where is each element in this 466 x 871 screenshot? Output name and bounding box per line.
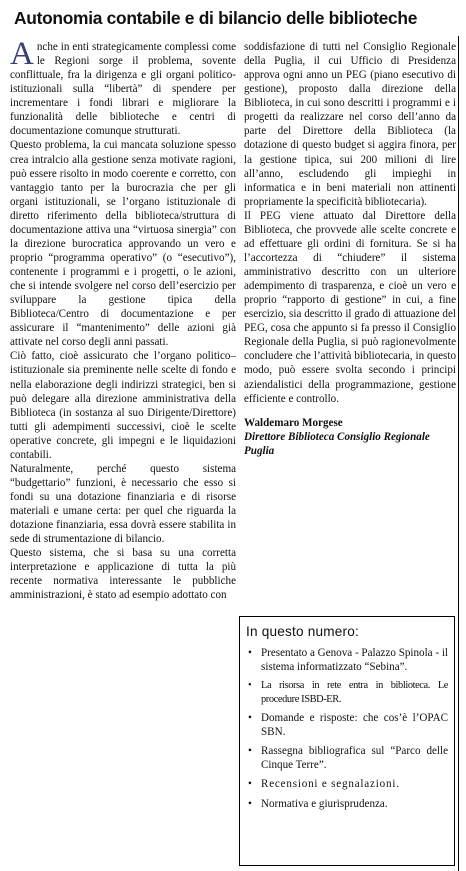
contents-item [246,777,448,791]
contents-item-text: La risorsa in rete entra in biblioteca. Le procedure ISBD-ER. [261,680,448,705]
contents-item [246,744,448,772]
article-paragraph: Questo problema, la cui mancata soluzione spesso crea intralcio alla gestione senza motivate ragioni, può essere risolto in modo coerente e corretto, con vantaggio tanto per la burocrazia che per gli organi istituzionali, se l’organo istituzionale di diretto riferimento della biblioteca/struttura di documentazione attiva una “virtuosa sinergia” con la direzione burocratica approvando un vero e proprio “programma operativo” (o “esecutivo”), contenente i programmi e i progetti, o le azioni, che si intende svolgere nel corso dell’esercizio per sviluppare la gestione tipica della Biblioteca/Centro di documentazione e per assicurare il “mantenimento” delle azioni già attivate nel corso degli anni passati. [10,139,236,349]
article-paragraph [10,40,236,138]
bullet-icon: • [248,712,252,725]
in-this-issue-title: In questo numero: [246,624,359,639]
contents-item [246,679,448,706]
article-title: Autonomia contabile e di bilancio delle biblioteche [14,8,418,28]
bullet-icon: • [248,680,252,692]
contents-item-text: Domande e risposte: che cos’è l’OPAC SBN. [261,712,448,739]
in-this-issue-box [239,616,455,866]
bullet-icon: • [248,647,252,660]
contents-list [246,646,448,811]
author-name: Waldemaro Morgese [244,416,343,429]
contents-item-text: Presentato a Genova - Palazzo Spinola - il sistema informatizzato “Sebina”. [261,647,448,674]
paragraph-text: nche in enti strategicamente complessi come le Regioni sorge il problema, sovente conflittuale, fra la dirigenza e gli organi politico-istituzionali sulla “libertà” di spendere per incrementare i fondi librari e migliorare la funzionalità delle biblioteche e centri di documentazione comunque strutturati. [10,41,236,138]
contents-item-text: Normativa e giurisprudenza. [261,797,388,810]
article-paragraph: Questo sistema, che si basa su una corretta interpretazione e applicazione di tutta la più recente normativa interessante le pubbliche amministrazioni, è stato ad esempio adottato con [10,547,236,602]
article-paragraph: Il PEG viene attuato dal Direttore della Biblioteca, che provvede alle scelte concrete e ad effettuare gli ordini di fornitura. Se si ha l’accortezza di “chiudere” il sistema amministrativo descritto con un ulteriore adempimento di trasparenza, e cioè un vero e proprio “rapporto di gestione” in cui, a fine esercizio, sia descritto il grado di attuazione del PEG, cosa che appunto si fa presso il Consiglio Regionale della Puglia, si può ragionevolmente concludere che l’attività bibliotecaria, in questo modo, può essere svolta secondo i principi aziendalistici della programmazione, gestione efficiente e controllo. [244,209,456,405]
contents-item-text: Recensioni e segnalazioni. [261,778,400,791]
contents-item [246,797,448,811]
bullet-icon: • [248,797,252,810]
author-role: Direttore Biblioteca Consiglio Regionale Puglia [244,430,430,457]
article-column-left [10,40,236,868]
article-paragraph: Naturalmente, perché questo sistema “budgettario” funzioni, è necessario che esso si fondi su una dotazione finanziaria e di risorse materiali e umane certa: per quel che riguarda la dotazione finanziaria, essa dovrà essere stabilita in sede di strumentazione di bilancio. [10,462,236,546]
article-paragraph: soddisfazione di tutti nel Consiglio Regionale della Puglia, il cui Ufficio di Presidenza approva ogni anno un PEG (piano esecutivo di gestione), proposto dalla direzione della Biblioteca, in cui sono descritti i programmi e i progetti da realizzare nel corso dell’anno da parte del Direttore della Biblioteca (la dotazione di questo budget si aggira finora, per la gestione tipica, sui 200 milioni di lire all’anno, escludendo gli impieghi in informatica e in beni materiali non attinenti propriamente la specificità bibliotecaria). [244,41,456,208]
page-edge-rule [458,36,459,871]
article-column-right [244,40,456,622]
bullet-icon: • [248,778,253,791]
bullet-icon: • [248,745,252,758]
article-paragraph: Ciò fatto, cioè assicurato che l’organo politico–istituzionale sia preminente nelle scelte di fondo e nella elaborazione degli indirizzi strategici, ben si può delegare alla direzione amministrativa della Biblioteca (in sostanza al suo Dirigente/Direttore) tutti gli adempimenti successivi, cioè le scelte operative concrete, gli impegni e le liquidazioni contabili. [10,350,236,461]
contents-item-text: Rassegna bibliografica sul “Parco delle Cinque Terre”. [261,745,448,772]
drop-cap: A [10,40,34,72]
contents-item [246,711,448,739]
contents-item [246,646,448,674]
